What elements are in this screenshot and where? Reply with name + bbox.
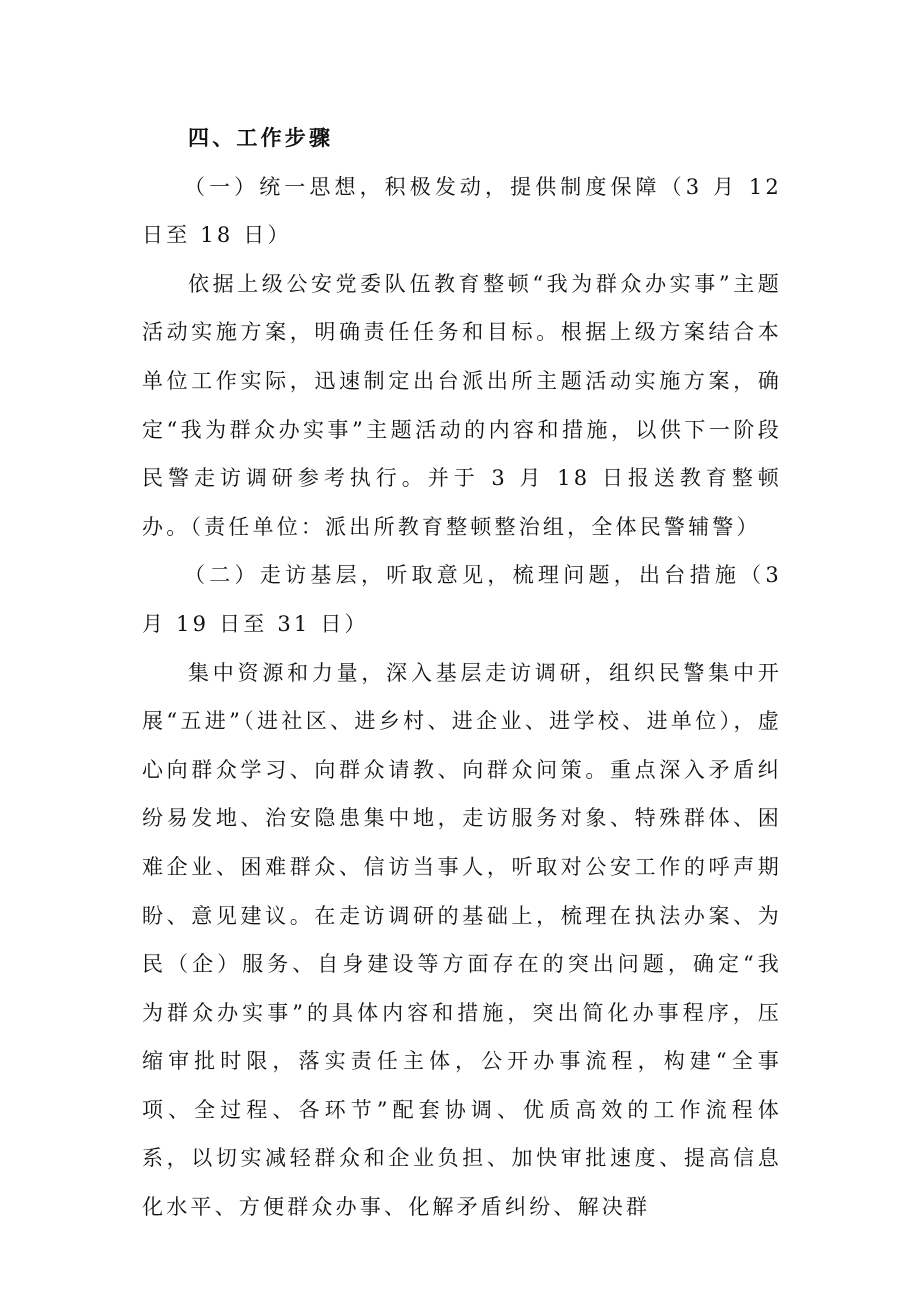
- document-body: [142, 114, 782, 1232]
- step1-body: 依据上级公安党委队伍教育整顿“我为群众办实事”主题活动实施方案，明确责任任务和目标。根据上级方案结合本单位工作实际，迅速制定出台派出所主题活动实施方案，确定“我为群众办实事”主题活动的内容和措施，以供下一阶段民警走访调研参考执行。并于 3 月 18 日报送教育整顿办。（责任单位：派出所教育整顿整治组，全体民警辅警）: [142, 271, 782, 539]
- section-heading: 四、工作步骤: [188, 125, 334, 150]
- step2-title: （二）走访基层，听取意见，梳理问题，出台措施（3 月 19 日至 31 日）: [142, 563, 782, 636]
- step1-title: （一）统一思想，积极发动，提供制度保障（3 月 12 日至 18 日）: [142, 174, 782, 248]
- step2-body: 集中资源和力量，深入基层走访调研，组织民警集中开展“五进”（进社区、进乡村、进企业、进学校、进单位），虚心向群众学习、向群众请教、向群众问策。重点深入矛盾纠纷易发地、治安隐患集中地，走访服务对象、特殊群体、困难企业、困难群众、信访当事人，听取对公安工作的呼声期盼、意见建议。在走访调研的基础上，梳理在执法办案、为民（企）服务、自身建设等方面存在的突出问题，确定“我为群众办实事”的具体内容和措施，突出简化办事程序，压缩审批时限，落实责任主体，公开办事流程，构建“全事项、全过程、各环节”配套协调、优质高效的工作流程体系，以切实减轻群众和企业负担、加快审批速度、提高信息化水平、方便群众办事、化解矛盾纠纷、解决群: [142, 660, 782, 1220]
